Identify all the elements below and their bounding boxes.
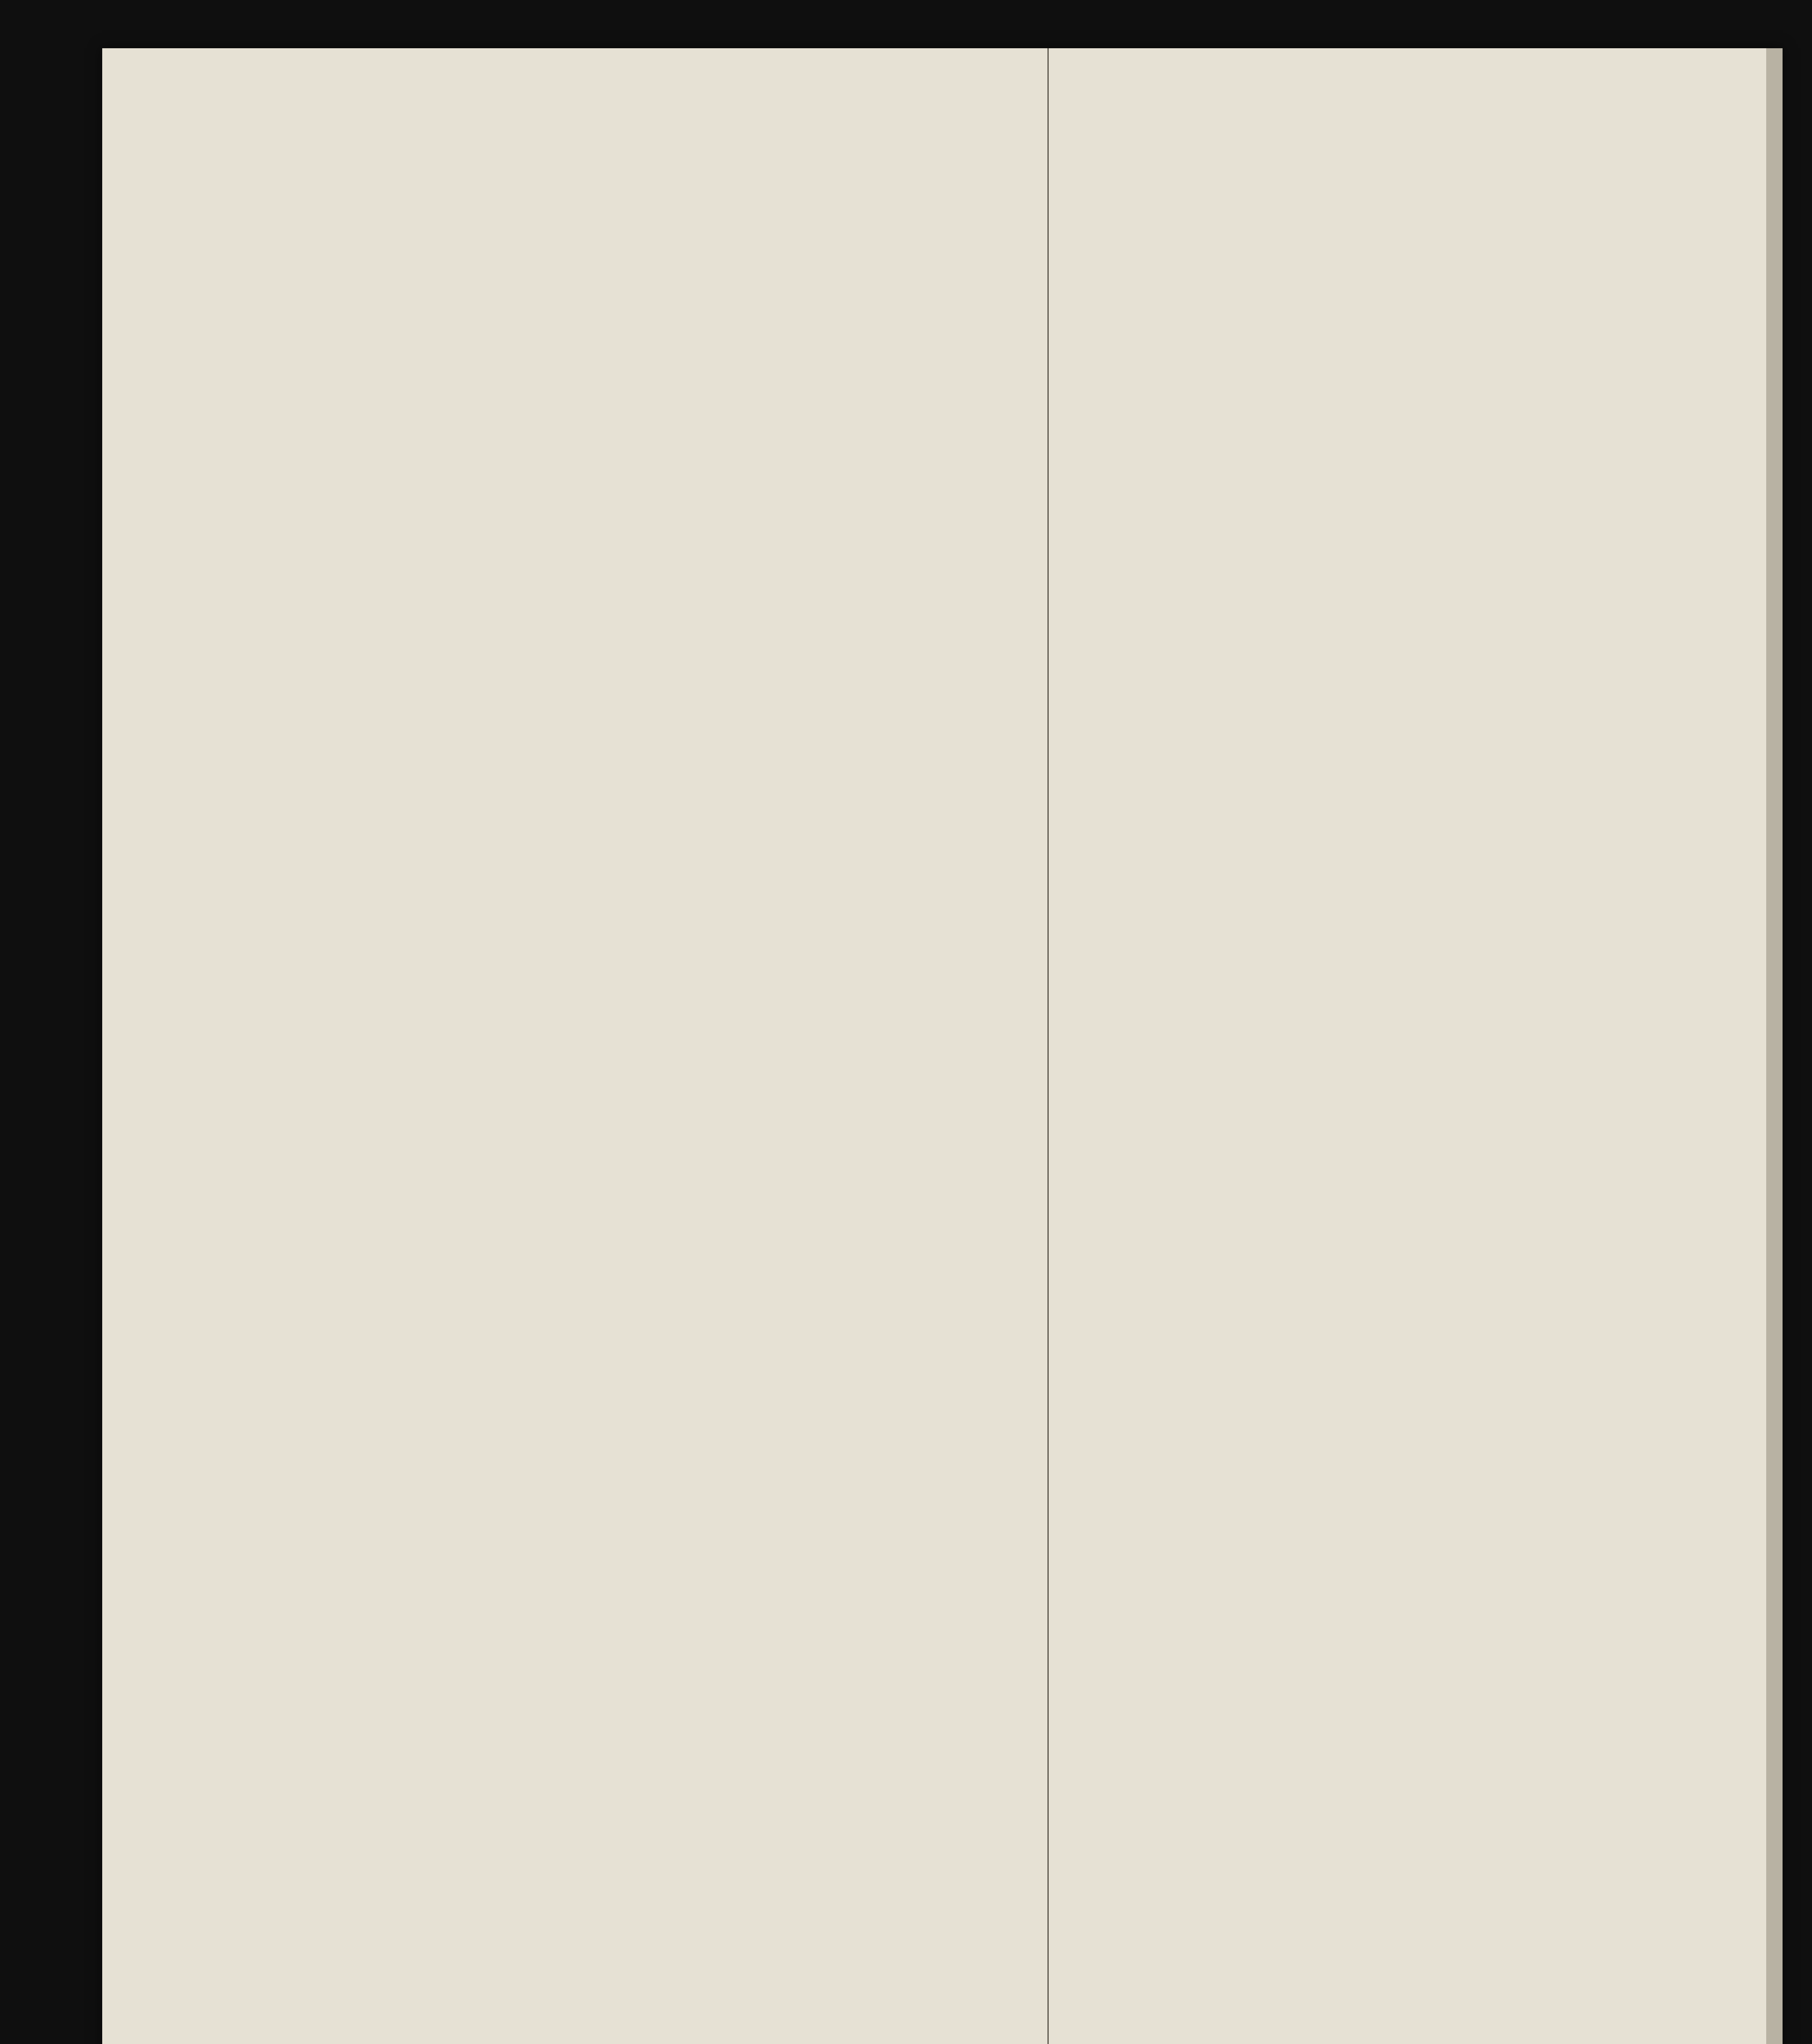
newspaper-page xyxy=(102,48,1783,2044)
column-divider xyxy=(1047,48,1049,2044)
page-edge xyxy=(1766,48,1783,2044)
